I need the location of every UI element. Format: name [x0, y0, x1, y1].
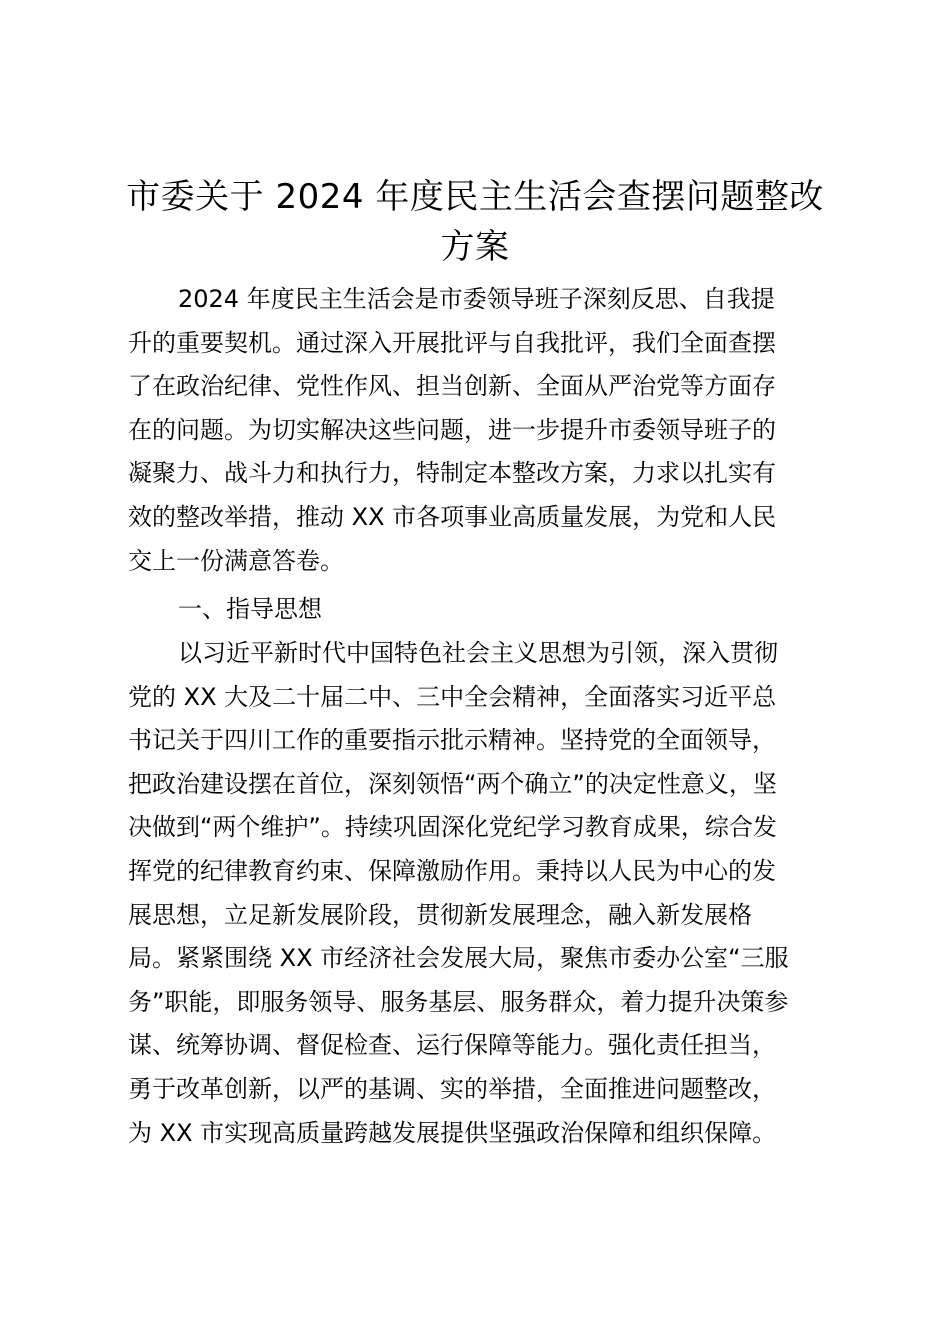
paragraph-line: 了在政治纪律、党性作风、担当创新、全面从严治党等方面存: [128, 372, 776, 401]
paragraph-line: 凝聚力、战斗力和执行力，特制定本整改方案，力求以扎实有: [128, 459, 776, 488]
paragraph-line: 升的重要契机。通过深入开展批评与自我批评，我们全面查摆: [128, 328, 776, 357]
paragraph-line: 以习近平新时代中国特色社会主义思想为引领，深入贯彻: [178, 639, 778, 667]
paragraph-line: 书记关于四川工作的重要指示批示精神。坚持党的全面领导，: [128, 726, 776, 755]
paragraph-line: 谋、统筹协调、督促检查、运行保障等能力。强化责任担当，: [128, 1031, 776, 1060]
title-line: 市委关于 2024 年度民主生活会查摆问题整改: [126, 177, 824, 217]
paragraph-line: 交上一份满意答卷。: [128, 546, 344, 575]
document-title: [100, 172, 850, 272]
paragraph-line: 挥党的纪律教育约束、保障激励作用。秉持以人民为中心的发: [128, 856, 776, 885]
paragraph-line: 为 XX 市实现高质量跨越发展提供坚强政治保障和组织保障。: [128, 1118, 777, 1147]
paragraph-line: 效的整改举措，推动 XX 市各项事业高质量发展，为党和人民: [128, 502, 777, 531]
intro-paragraph: [128, 278, 828, 583]
paragraph-line: 在的问题。为切实解决这些问题，进一步提升市委领导班子的: [128, 415, 776, 444]
paragraph-line: 展思想，立足新发展阶段，贯彻新发展理念，融入新发展格: [128, 900, 752, 929]
section-heading-text: 一、指导思想: [178, 595, 322, 623]
paragraph-line: 党的 XX 大及二十届二中、三中全会精神，全面落实习近平总: [128, 682, 777, 711]
paragraph-line: 2024 年度民主生活会是市委领导班子深刻反思、自我提: [178, 285, 775, 313]
section-heading: [128, 588, 828, 632]
paragraph-line: 决做到“两个维护”。持续巩固深化党纪学习教育成果，综合发: [128, 813, 777, 842]
paragraph-line: 务”职能，即服务领导、服务基层、服务群众，着力提升决策参: [128, 987, 789, 1016]
guiding-thought-paragraph: [128, 632, 828, 1155]
paragraph-line: 把政治建设摆在首位，深刻领悟“两个确立”的决定性意义，坚: [128, 769, 777, 798]
paragraph-line: 局。紧紧围绕 XX 市经济社会发展大局，聚焦市委办公室“三服: [128, 944, 789, 973]
paragraph-line: 勇于改革创新，以严的基调、实的举措，全面推进问题整改，: [128, 1074, 776, 1103]
title-line: 方案: [440, 227, 510, 267]
